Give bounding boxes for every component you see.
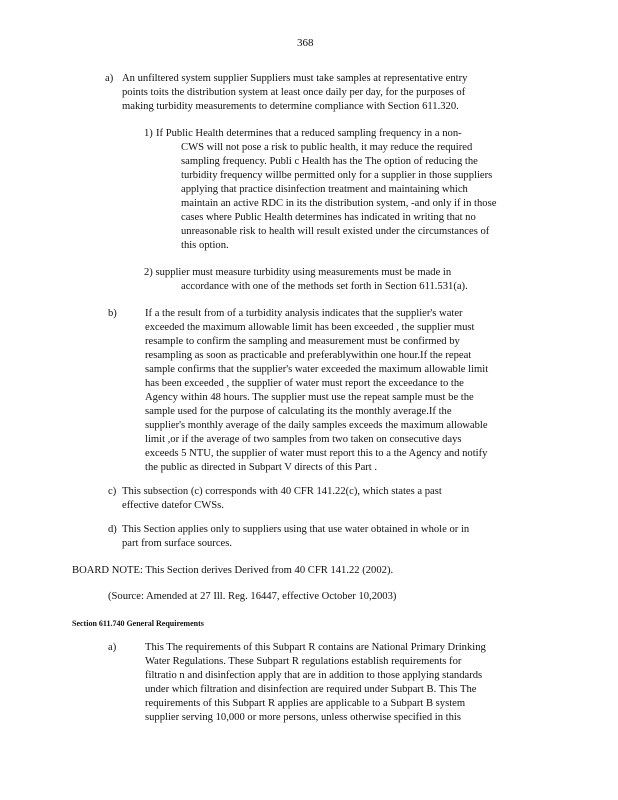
sub-1-line-4: turbidity frequency willbe permitted only for a supplier in those suppliers bbox=[181, 170, 493, 181]
sub-1-line-9: this option. bbox=[181, 240, 229, 251]
para-a-line-2: points toits the distribution system at least once daily per day, for the purposes of bbox=[122, 87, 466, 98]
para-b-line-2: exceeded the maximum allowable limit has been exceeded , the supplier must bbox=[145, 322, 475, 333]
para-b-line-6: has been exceeded , the supplier of water must report the exceedance to the bbox=[145, 378, 464, 389]
sub-1-line-2: CWS will not pose a risk to public health, it may reduce the required bbox=[181, 142, 473, 153]
para-b-line-4: resampling as soon as practicable and preferablywithin one hour.If the repeat bbox=[145, 350, 472, 361]
section-heading: Section 611.740 General Requirements bbox=[72, 619, 204, 628]
para-c-label: c) bbox=[108, 486, 117, 497]
sect-a-label: a) bbox=[108, 642, 117, 653]
sub-1-label: 1) bbox=[144, 128, 153, 139]
sub-1-line-3: sampling frequency. Publi c Health has the The option of reducing the bbox=[181, 156, 478, 167]
sub-1-line-1: If Public Health determines that a reduced sampling frequency in a non- bbox=[156, 128, 462, 139]
para-b-line-7: Agency within 48 hours. The supplier must use the repeat sample must be the bbox=[145, 392, 474, 403]
para-d-label: d) bbox=[108, 524, 117, 535]
sub-2-line-2: accordance with one of the methods set forth in Section 611.531(a). bbox=[181, 281, 468, 292]
sub-1-line-6: maintain an active RDC in its the distribution system, -and only if in those bbox=[181, 198, 497, 209]
sect-a-line-3: filtratio n and disinfection apply that are in addition to those applying standards bbox=[145, 670, 483, 681]
para-d-line-1: This Section applies only to suppliers using that use water obtained in whole or in bbox=[122, 524, 470, 535]
para-d-line-2: part from surface sources. bbox=[122, 538, 233, 549]
para-b-line-1: If a the result from of a turbidity analysis indicates that the supplier's water bbox=[145, 308, 463, 319]
sub-1-line-8: unreasonable risk to health will result existed under the circumstances of bbox=[181, 226, 490, 237]
para-b-line-12: the public as directed in Subpart V directs of this Part . bbox=[145, 462, 378, 473]
para-c-line-1: This subsection (c) corresponds with 40 CFR 141.22(c), which states a past bbox=[122, 486, 442, 497]
sect-a-line-2: Water Regulations. These Subpart R regulations establish requirements for bbox=[145, 656, 462, 667]
sub-1-line-5: applying that practice disinfection treatment and maintaining which bbox=[181, 184, 468, 195]
para-b-label: b) bbox=[108, 308, 117, 319]
para-a-line-1: An unfiltered system supplier Suppliers must take samples at representative entry bbox=[122, 73, 468, 84]
para-b-line-3: resample to confirm the sampling and measurement must be confirmed by bbox=[145, 336, 460, 347]
para-a-line-3: making turbidity measurements to determine compliance with Section 611.320. bbox=[122, 101, 459, 112]
sect-a-line-5: requirements of this Subpart R applies are applicable to a Subpart B system bbox=[145, 698, 466, 709]
para-b-line-9: supplier's monthly average of the daily samples exceeds the maximum allowable bbox=[145, 420, 488, 431]
sub-1-line-7: cases where Public Health determines has indicated in writing that no bbox=[181, 212, 476, 223]
para-b-line-5: sample confirms that the supplier's water exceeded the maximum allowable limit bbox=[145, 364, 489, 375]
page-number: 368 bbox=[297, 37, 314, 49]
sect-a-line-6: supplier serving 10,000 or more persons, unless otherwise specified in this bbox=[145, 712, 461, 723]
sect-a-line-4: under which filtration and disinfection are required under Subpart B. This The bbox=[145, 684, 477, 695]
para-b-line-10: limit ,or if the average of two samples from two taken on consecutive days bbox=[145, 434, 462, 445]
sub-2-line-1: 2) supplier must measure turbidity using measurements must be made in bbox=[144, 267, 452, 278]
para-c-line-2: effective datefor CWSs. bbox=[122, 500, 224, 511]
sect-a-line-1: This The requirements of this Subpart R contains are National Primary Drinking bbox=[145, 642, 486, 653]
board-note: BOARD NOTE: This Section derives Derived from 40 CFR 141.22 (2002). bbox=[72, 565, 394, 576]
para-b-line-11: exceeds 5 NTU, the supplier of water must report this to a the Agency and notify bbox=[145, 448, 488, 459]
source-line: (Source: Amended at 27 Ill. Reg. 16447, effective October 10,2003) bbox=[108, 591, 397, 602]
para-b-line-8: sample used for the purpose of calculating its the monthly average.If the bbox=[145, 406, 452, 417]
para-a-label: a) bbox=[105, 73, 114, 84]
